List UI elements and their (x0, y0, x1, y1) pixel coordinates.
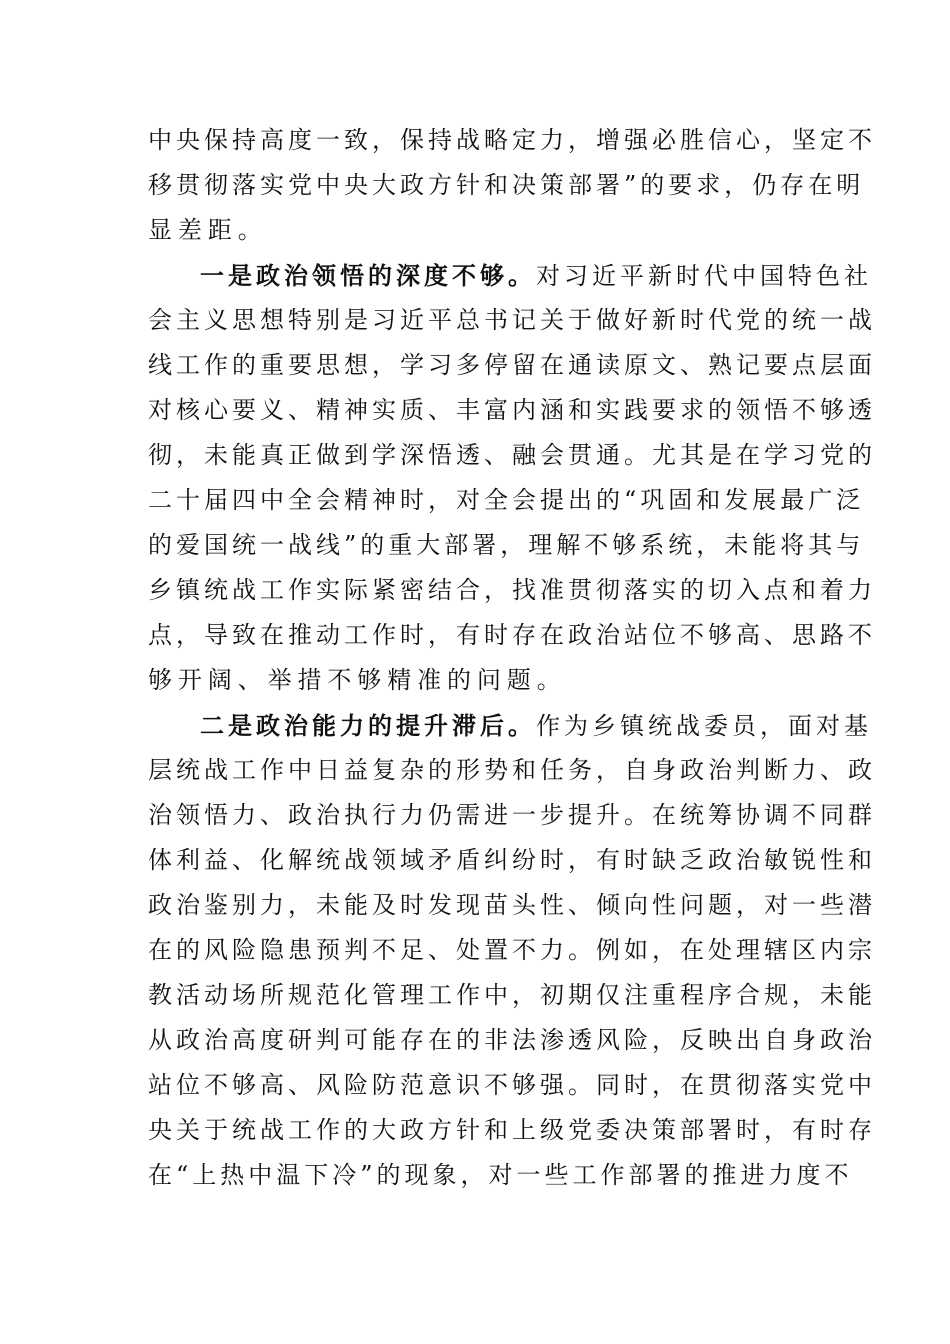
paragraph-political-understanding (148, 253, 876, 703)
text-line: 层统战工作中日益复杂的形势和任务，自身政治判断力、政 (148, 756, 876, 784)
paragraph-lead-heading: 一是政治领悟的深度不够。 (200, 261, 536, 290)
text-line: 中央保持高度一致，保持战略定力，增强必胜信心，坚定不 (148, 126, 876, 154)
text-line: 点，导致在推动工作时，有时存在政治站位不够高、思路不 (148, 621, 876, 649)
document-page (148, 118, 876, 1198)
text-line: 在“上热中温下冷”的现象，对一些工作部署的推进力度不 (148, 1161, 853, 1189)
text-line: 站位不够高、风险防范意识不够强。同时，在贯彻落实党中 (148, 1071, 876, 1099)
paragraph-lead-heading: 二是政治能力的提升滞后。 (200, 711, 536, 740)
text-line: 政治鉴别力，未能及时发现苗头性、倾向性问题，对一些潜 (148, 891, 876, 919)
text-line: 彻，未能真正做到学深悟透、融会贯通。尤其是在学习党的 (148, 441, 876, 469)
text-span: 对习近平新时代中国特色社 (536, 262, 872, 290)
text-line: 在的风险隐患预判不足、处置不力。例如，在处理辖区内宗 (148, 936, 876, 964)
text-span: 作为乡镇统战委员，面对基 (536, 712, 872, 740)
paragraph-political-ability (148, 703, 876, 1198)
text-line: 从政治高度研判可能存在的非法渗透风险，反映出自身政治 (148, 1026, 876, 1054)
text-line: 治领悟力、政治执行力仍需进一步提升。在统筹协调不同群 (148, 801, 876, 829)
text-line: 的爱国统一战线”的重大部署，理解不够系统，未能将其与 (148, 531, 865, 559)
text-line: 对核心要义、精神实质、丰富内涵和实践要求的领悟不够透 (148, 396, 876, 424)
text-line: 二十届四中全会精神时，对全会提出的“巩固和发展最广泛 (148, 486, 865, 514)
text-line (148, 253, 872, 298)
text-line: 显差距。 (148, 216, 268, 244)
text-line: 教活动场所规范化管理工作中，初期仅注重程序合规，未能 (148, 981, 876, 1009)
text-line: 会主义思想特别是习近平总书记关于做好新时代党的统一战 (148, 306, 876, 334)
text-line: 够开阔、举措不够精准的问题。 (148, 666, 567, 694)
text-line (148, 703, 872, 748)
text-line: 体利益、化解统战领域矛盾纠纷时，有时缺乏政治敏锐性和 (148, 846, 876, 874)
paragraph-intro-continuation (148, 118, 876, 253)
text-line: 线工作的重要思想，学习多停留在通读原文、熟记要点层面 (148, 351, 876, 379)
text-line: 移贯彻落实党中央大政方针和决策部署”的要求，仍存在明 (148, 171, 865, 199)
text-line: 乡镇统战工作实际紧密结合，找准贯彻落实的切入点和着力 (148, 576, 876, 604)
text-line: 央关于统战工作的大政方针和上级党委决策部署时，有时存 (148, 1116, 876, 1144)
